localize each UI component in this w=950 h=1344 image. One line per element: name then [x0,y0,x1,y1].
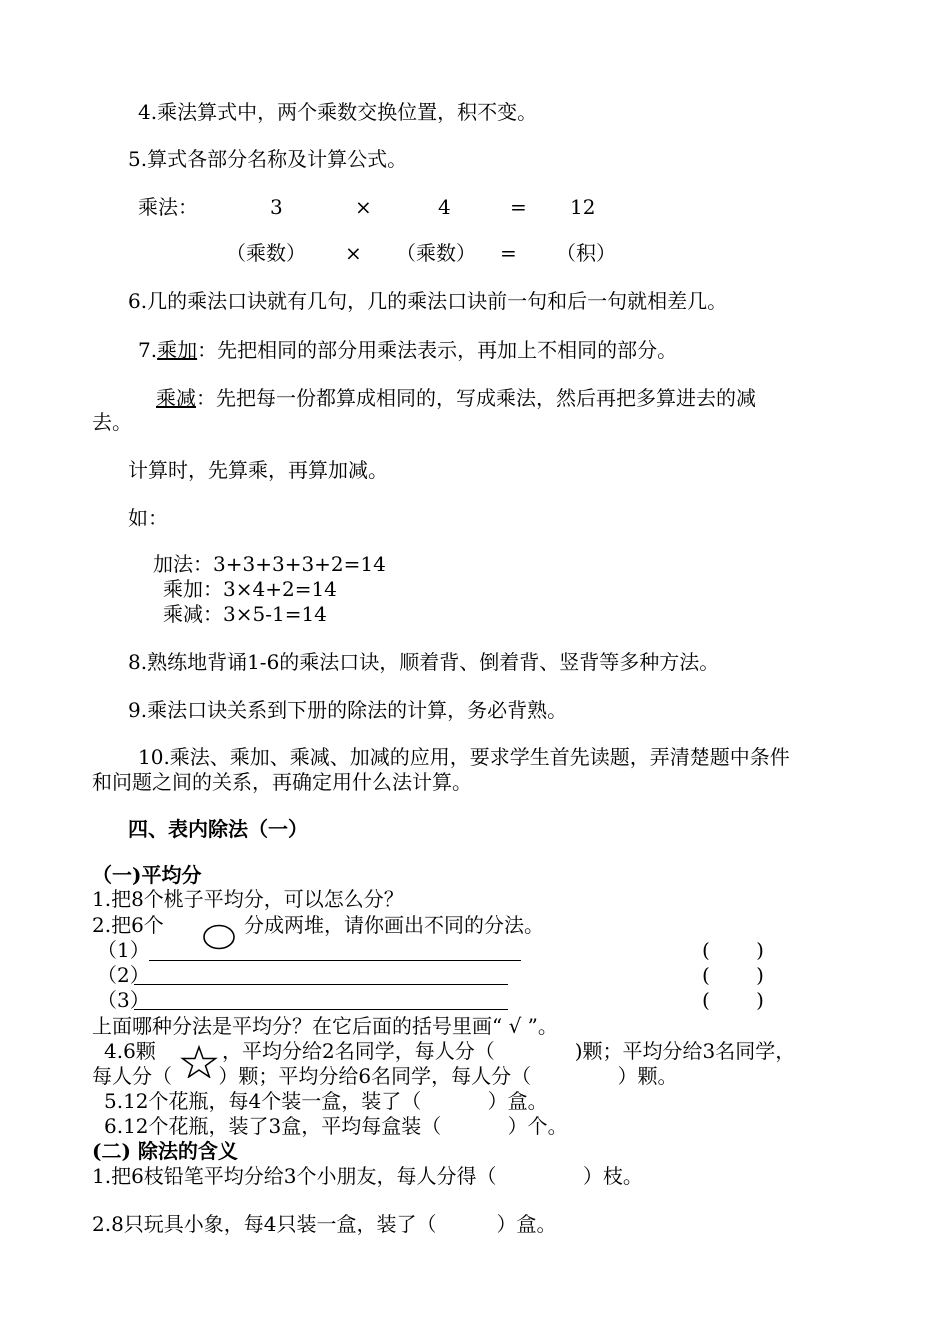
question-2-end: 分成两堆，请你画出不同的分法。 [244,913,544,937]
term-chengjia: 乘加 [157,338,198,362]
note-item-7-num: 7. [138,338,158,362]
subsection-title-average: （一)平均分 [92,863,202,887]
division-question-2: 2.8只玩具小象，每4只装一盒，装了（ ）盒。 [92,1212,557,1236]
note-item-9: 9.乘法口诀关系到下册的除法的计算，务必背熟。 [128,698,568,722]
check-parentheses-1[interactable]: ( ) [702,938,764,962]
blank-label-1: （1） [97,938,150,962]
formula-name-equals: = [500,241,517,265]
formula-name-factor-b: （乘数） [396,241,476,265]
formula-name-times: × [345,241,362,265]
note-item-7 [138,338,677,362]
note-chengjian-line2: 去。 [92,410,132,434]
note-item-4: 4.乘法算式中，两个乘数交换位置，积不变。 [138,100,538,124]
note-item-8: 8.熟练地背诵1-6的乘法口诀，顺着背、倒着背、竖背等多种方法。 [128,650,720,674]
formula-equals-sign: = [510,195,527,219]
question-5: 5.12个花瓶，每4个装一盒，装了（ ）盒。 [104,1089,548,1113]
note-calc-order: 计算时，先算乘，再算加减。 [128,458,388,482]
formula-label: 乘法： [138,195,198,219]
note-chengjian [128,386,756,410]
note-item-5: 5.算式各部分名称及计算公式。 [128,147,408,171]
term-chengjian: 乘减 [156,386,196,410]
blank-label-2: （2） [97,963,150,987]
check-parentheses-2[interactable]: ( ) [702,963,764,987]
check-parentheses-3[interactable]: ( ) [702,988,764,1012]
note-chengjian-text: ：先把每一份都算成相同的，写成乘法，然后再把多算进去的减 [196,386,756,410]
note-item-7-text: ：先把相同的部分用乘法表示，再加上不相同的部分。 [197,338,678,362]
subsection-title-division: (二) 除法的含义 [92,1139,238,1163]
section-title: 四、表内除法（一） [128,817,308,841]
circle-icon [202,924,236,950]
formula-name-factor-a: （乘数） [226,241,306,265]
question-4-start: 4.6颗 [104,1039,156,1063]
formula-factor-b: 4 [438,195,451,219]
blank-label-3: （3） [97,988,150,1012]
formula-times-sign: × [355,195,372,219]
note-item-10: 10.乘法、乘加、乘减、加减的应用，要求学生首先读题，弄清楚题中条件 [138,745,790,769]
example-addition: 加法：3+3+3+3+2=14 [153,552,386,576]
note-item-10-line2: 和问题之间的关系，再确定用什么法计算。 [92,770,472,794]
division-question-1: 1.把6枝铅笔平均分给3个小朋友，每人分得（ ）枝。 [92,1164,643,1188]
question-4-line2: 每人分（ ）颗；平均分给6名同学，每人分（ ）颗。 [92,1064,678,1088]
question-6: 6.12个花瓶，装了3盒，平均每盒装（ ）个。 [104,1114,568,1138]
example-chengjia: 乘加：3×4+2=14 [163,577,337,601]
formula-product: 12 [570,195,596,219]
answer-line-1[interactable] [149,960,521,961]
question-4-middle: ，平均分给2名同学，每人分（ )颗；平均分给3名同学， [222,1039,796,1063]
question-2-start: 2.把6个 [92,913,164,937]
note-item-6: 6.几的乘法口诀就有几句，几的乘法口诀前一句和后一句就相差几。 [128,289,728,313]
formula-name-product: （积） [556,241,616,265]
answer-line-2[interactable] [134,984,508,985]
answer-line-3[interactable] [134,1009,508,1010]
question-which-average: 上面哪种分法是平均分？在它后面的括号里画“ √ ”。 [92,1014,558,1038]
example-chengjian: 乘减：3×5-1=14 [163,602,327,626]
question-1: 1.把8个桃子平均分，可以怎么分？ [92,887,404,911]
note-example-intro: 如： [128,506,168,530]
formula-factor-a: 3 [270,195,283,219]
